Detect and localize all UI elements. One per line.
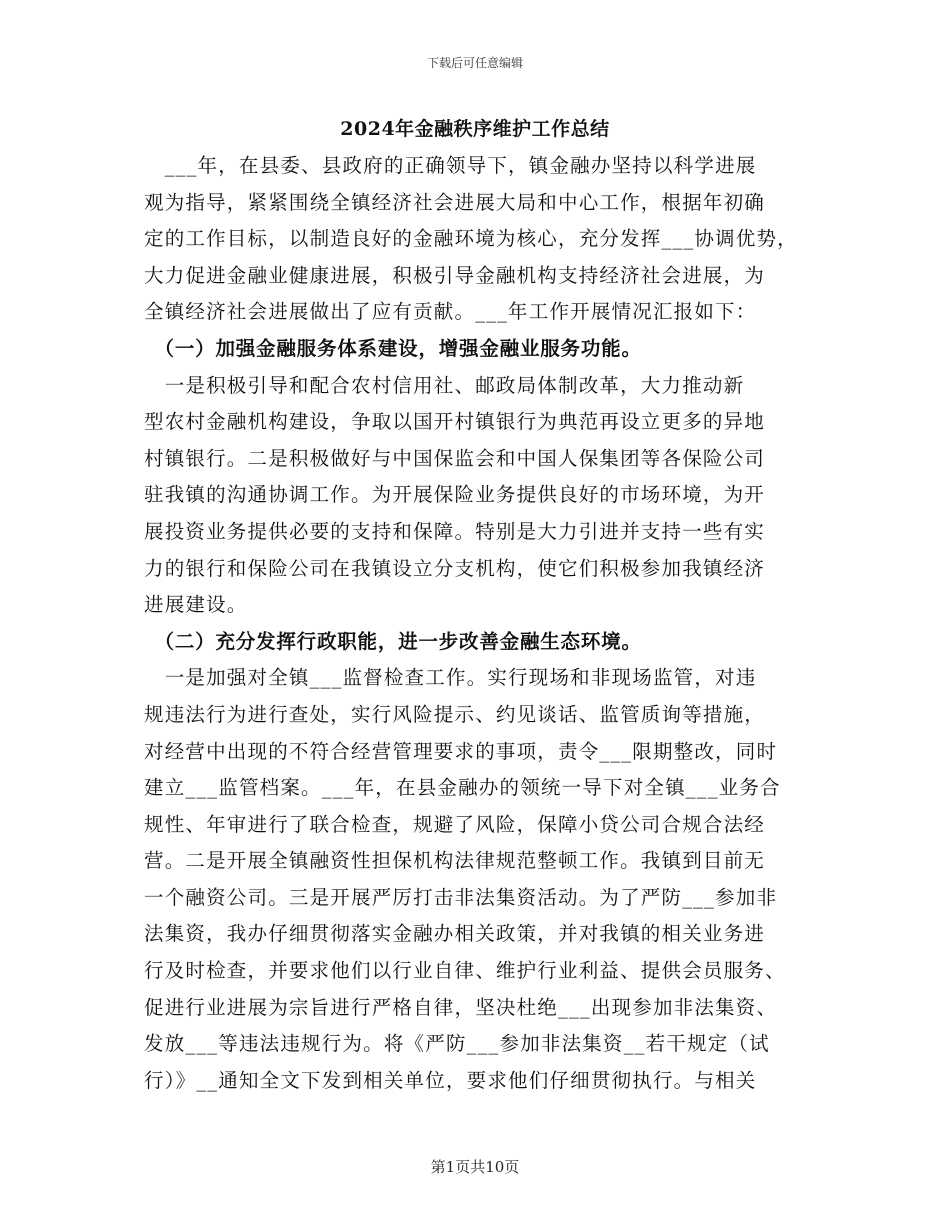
body-text-line: 对经营中出现的不符合经营管理要求的事项，责令___限期整改，同时 (144, 739, 778, 763)
body-text-line: 建立___监管档案。___年，在县金融办的领统一导下对全镇___业务合 (144, 776, 781, 800)
body-text-line: 型农村金融机构建设，争取以国开村镇银行为典范再设立更多的异地 (144, 410, 766, 434)
body-text-line: 大力促进金融业健康进展，积极引导金融机构支持经济社会进展，为 (144, 263, 766, 287)
section-heading: （二）充分发挥行政职能，进一步改善金融生态环境。 (144, 629, 642, 653)
body-text-line: 村镇银行。二是积极做好与中国保监会和中国人保集团等各保险公司 (144, 446, 766, 470)
body-text-line: 一个融资公司。三是开展严厉打击非法集资活动。为了严防___参加非 (144, 885, 778, 909)
body-text-line: 行及时检查，并要求他们以行业自律、维护行业利益、提供会员服务、 (144, 959, 786, 983)
body-text-line: 定的工作目标，以制造良好的金融环境为核心，充分发挥___协调优势， (144, 227, 798, 251)
body-text-line: 一是积极引导和配合农村信用社、邮政局体制改革，大力推动新 (144, 373, 745, 397)
body-text-line: 一是加强对全镇___监督检查工作。实行现场和非现场监管，对违 (144, 666, 757, 690)
body-text-line: 发放___等违法违规行为。将《严防___参加非法集资__若干规定（试 (144, 1032, 770, 1056)
body-text-line: ___年，在县委、县政府的正确领导下，镇金融办坚持以科学进展 (144, 154, 757, 177)
document-body (144, 148, 814, 1099)
body-text-line: 进展建设。 (144, 593, 248, 617)
body-text-line: 营。二是开展全镇融资性担保机构法律规范整顿工作。我镇到目前无 (144, 849, 766, 873)
body-text-line: 展投资业务提供必要的支持和保障。特别是大力引进并支持一些有实 (144, 519, 766, 543)
body-text-line: 驻我镇的沟通协调工作。为开展保险业务提供良好的市场环境，为开 (144, 483, 766, 507)
body-text-line: 促进行业进展为宗旨进行严格自律，坚决杜绝___出现参加非法集资、 (144, 995, 778, 1019)
body-text-line: 观为指导，紧紧围绕全镇经济社会进展大局和中心工作，根据年初确 (144, 190, 766, 214)
document-title: 2024年金融秩序维护工作总结 (340, 118, 610, 140)
body-text-line: 行）》__通知全文下发到相关单位，要求他们仔细贯彻执行。与相关 (144, 1068, 757, 1092)
section-heading: （一）加强金融服务体系建设，增强金融业服务功能。 (144, 336, 642, 360)
header-note: 下载后可任意编辑 (426, 56, 523, 70)
body-text-line: 力的银行和保险公司在我镇设立分支机构，使它们积极参加我镇经济 (144, 556, 766, 580)
body-text-line: 规性、年审进行了联合检查，规避了风险，保障小贷公司合规合法经 (144, 812, 766, 836)
body-text-line: 规违法行为进行查处，实行风险提示、约见谈话、监管质询等措施， (144, 702, 766, 726)
body-text-line: 法集资，我办仔细贯彻落实金融办相关政策，并对我镇的相关业务进 (144, 922, 766, 946)
body-text-line: 全镇经济社会进展做出了应有贡献。___年工作开展情况汇报如下： (144, 300, 757, 324)
page-footer: 第1页共10页 (430, 1158, 520, 1176)
